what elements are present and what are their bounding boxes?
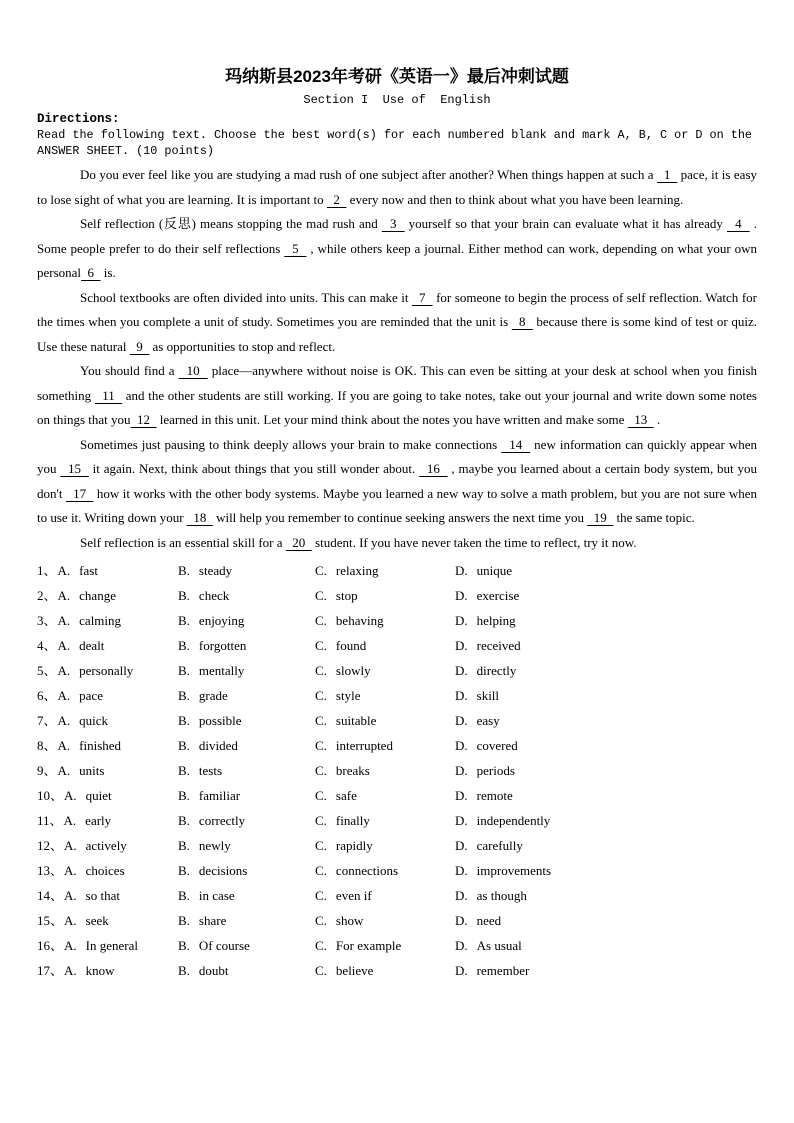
option-word: calming <box>79 613 122 628</box>
option-4-A <box>37 633 178 658</box>
blank-19: 19 <box>587 510 614 525</box>
option-12-A <box>37 833 178 858</box>
option-letter: D. <box>455 638 468 653</box>
option-15-C <box>315 908 455 933</box>
option-letter: D. <box>455 763 468 778</box>
option-letter: C. <box>315 913 327 928</box>
option-2-A <box>37 583 178 608</box>
option-6-C <box>315 683 455 708</box>
option-row-8 <box>37 733 757 758</box>
option-word: remember <box>476 963 530 978</box>
option-word: style <box>335 688 361 703</box>
option-letter: D. <box>455 588 468 603</box>
option-letter: D. <box>455 888 468 903</box>
option-word: mentally <box>198 663 245 678</box>
option-word: exercise <box>476 588 520 603</box>
option-row-6 <box>37 683 757 708</box>
option-letter: C. <box>315 813 327 828</box>
option-letter: D. <box>455 663 468 678</box>
blank-17: 17 <box>66 485 94 501</box>
option-6-A <box>37 683 178 708</box>
option-12-B <box>178 833 315 858</box>
option-letter: C. <box>315 613 327 628</box>
option-letter: D. <box>455 613 468 628</box>
option-word: For example <box>335 938 402 953</box>
option-row-10 <box>37 783 757 808</box>
option-word: In general <box>85 938 138 953</box>
option-word: easy <box>476 713 500 728</box>
option-letter: C. <box>315 863 327 878</box>
option-letter: B. <box>178 738 190 753</box>
option-number: 1、 <box>37 563 57 578</box>
option-letter: B. <box>178 963 190 978</box>
page-title: 玛纳斯县2023年考研《英语一》最后冲刺试题 <box>225 67 569 86</box>
option-word: improvements <box>476 863 552 878</box>
option-10-B <box>178 783 315 808</box>
option-letter: A. <box>57 563 71 578</box>
option-3-B <box>178 608 315 633</box>
option-16-A <box>37 933 178 958</box>
blank-3: 3 <box>381 216 405 231</box>
option-letter: A. <box>57 613 71 628</box>
blank-14: 14 <box>501 436 531 452</box>
option-11-A <box>37 808 178 833</box>
option-3-A <box>37 608 178 633</box>
option-13-C <box>315 858 455 883</box>
option-number: 7、 <box>37 713 57 728</box>
option-word: remote <box>476 788 513 803</box>
option-word: choices <box>85 863 125 878</box>
option-7-D <box>455 708 757 733</box>
blank-11: 11 <box>94 387 123 403</box>
option-number: 5、 <box>37 663 57 678</box>
option-word: believe <box>335 963 374 978</box>
option-letter: B. <box>178 663 190 678</box>
option-number: 10、 <box>37 788 64 803</box>
option-letter: C. <box>315 588 327 603</box>
option-1-C <box>315 558 455 583</box>
option-word: decisions <box>198 863 248 878</box>
option-number: 6、 <box>37 688 57 703</box>
option-14-C <box>315 883 455 908</box>
passage-paragraph: You should find a 10 place—anywhere without noise is OK. This can even be sitting at your desk at school when you finish something 11 and the other students are still working. If you are going to take notes, take out your journal and write down some notes on things that you 12 learned in this unit. Let your mind think about the notes you have written and make some 13 . <box>37 363 758 427</box>
option-word: divided <box>198 738 238 753</box>
option-number: 17、 <box>37 963 64 978</box>
option-letter: B. <box>178 713 190 728</box>
option-8-C <box>315 733 455 758</box>
option-row-14 <box>37 883 757 908</box>
option-17-D <box>455 958 757 983</box>
option-letter: A. <box>57 763 71 778</box>
option-letter: D. <box>455 738 468 753</box>
blank-4: 4 <box>726 216 750 231</box>
option-word: grade <box>198 688 228 703</box>
option-14-D <box>455 883 757 908</box>
option-letter: A. <box>63 813 77 828</box>
option-letter: A. <box>64 838 77 853</box>
option-14-A <box>37 883 178 908</box>
option-letter: B. <box>178 638 190 653</box>
option-letter: C. <box>315 888 327 903</box>
option-word: periods <box>476 763 515 778</box>
option-word: forgotten <box>198 638 247 653</box>
option-word: safe <box>335 788 357 803</box>
option-1-A <box>37 558 178 583</box>
option-10-C <box>315 783 455 808</box>
blank-6: 6 <box>81 265 101 280</box>
blank-15: 15 <box>60 461 89 476</box>
option-word: finished <box>79 738 122 753</box>
option-13-B <box>178 858 315 883</box>
option-letter: C. <box>315 938 327 953</box>
option-16-D <box>455 933 757 958</box>
option-letter: B. <box>178 863 190 878</box>
option-letter: A. <box>64 888 77 903</box>
option-word: actively <box>85 838 127 853</box>
option-7-A <box>37 708 178 733</box>
option-17-C <box>315 958 455 983</box>
option-row-4 <box>37 633 757 658</box>
passage-paragraph: Sometimes just pausing to think deeply allows your brain to make connections 14 new information can quickly appear when you 15 it again. Next, think about things that you still wonder about. 16 , maybe you learned about a certain body system, but you don't 17 how it works with the other body systems. Maybe you learned a new way to solve a math problem, but you are not sure when to use it. Writing down your 18 will help you remember to continue seeking answers the next time you 19 the same topic. <box>37 436 758 525</box>
directions-text: Read the following text. Choose the best word(s) for each numbered blank and mark A, B, C or D on the ANSWER SHEET. (10 points) <box>37 128 753 158</box>
option-number: 3、 <box>37 613 57 628</box>
option-word: as though <box>476 888 527 903</box>
option-word: doubt <box>198 963 229 978</box>
passage-paragraph: School textbooks are often divided into units. This can make it 7 for someone to begin the process of self reflection. Watch for the times when you complete a unit of study. Sometimes you are reminded that the unit is 8 because there is some kind of test or quiz. Use these natural 9 as opportunities to stop and reflect. <box>37 289 758 354</box>
option-letter: D. <box>455 963 468 978</box>
option-5-C <box>315 658 455 683</box>
option-9-A <box>37 758 178 783</box>
option-letter: D. <box>455 788 468 803</box>
option-letter: B. <box>178 788 190 803</box>
option-3-C <box>315 608 455 633</box>
blank-7: 7 <box>412 289 433 305</box>
option-number: 4、 <box>37 638 57 653</box>
option-letter: A. <box>57 688 71 703</box>
option-word: helping <box>476 613 516 628</box>
option-13-A <box>37 858 178 883</box>
option-6-D <box>455 683 757 708</box>
option-7-C <box>315 708 455 733</box>
option-13-D <box>455 858 757 883</box>
option-15-D <box>455 908 757 933</box>
option-4-D <box>455 633 757 658</box>
directions-label: Directions: <box>37 112 120 126</box>
blank-5: 5 <box>284 240 307 256</box>
option-4-C <box>315 633 455 658</box>
option-word: early <box>85 813 112 828</box>
option-row-16 <box>37 933 757 958</box>
option-word: seek <box>85 913 109 928</box>
option-word: units <box>79 763 105 778</box>
option-number: 9、 <box>37 763 57 778</box>
passage <box>37 163 757 555</box>
option-word: personally <box>79 663 134 678</box>
option-5-B <box>178 658 315 683</box>
option-word: even if <box>335 888 372 903</box>
option-10-D <box>455 783 757 808</box>
option-letter: C. <box>315 663 327 678</box>
option-row-12 <box>37 833 757 858</box>
option-letter: D. <box>455 938 468 953</box>
option-1-D <box>455 558 757 583</box>
option-letter: A. <box>57 588 71 603</box>
passage-paragraph: Self reflection is an essential skill for a 20 student. If you have never taken the time to reflect, try it now. <box>80 534 637 550</box>
option-6-B <box>178 683 315 708</box>
option-letter: C. <box>315 638 327 653</box>
option-letter: D. <box>455 713 468 728</box>
option-8-A <box>37 733 178 758</box>
option-word: unique <box>476 563 513 578</box>
option-word: need <box>476 913 502 928</box>
blank-12: 12 <box>130 412 157 427</box>
option-17-B <box>178 958 315 983</box>
blank-10: 10 <box>178 363 208 378</box>
option-word: connections <box>335 863 399 878</box>
option-row-9 <box>37 758 757 783</box>
option-word: share <box>198 913 227 928</box>
option-letter: D. <box>455 813 468 828</box>
option-number: 16、 <box>37 938 64 953</box>
option-16-B <box>178 933 315 958</box>
option-word: change <box>79 588 116 603</box>
option-letter: B. <box>178 613 190 628</box>
option-word: carefully <box>476 838 523 853</box>
option-word: suitable <box>335 713 377 728</box>
option-word: slowly <box>335 663 371 678</box>
option-word: steady <box>198 563 233 578</box>
passage-paragraph: Do you ever feel like you are studying a mad rush of one subject after another? When things happen at such a 1 pace, it is easy to lose sight of what you are learning. It is important to 2 every now and then to think about what you have been learning. <box>37 167 758 207</box>
option-9-B <box>178 758 315 783</box>
blank-2: 2 <box>326 191 347 207</box>
option-letter: D. <box>455 838 468 853</box>
option-letter: B. <box>178 938 190 953</box>
option-word: pace <box>79 688 103 703</box>
directions-block <box>37 111 757 159</box>
option-word: quick <box>79 713 109 728</box>
option-2-C <box>315 583 455 608</box>
option-letter: B. <box>178 563 190 578</box>
option-letter: A. <box>57 638 71 653</box>
option-letter: C. <box>315 963 327 978</box>
option-17-A <box>37 958 178 983</box>
option-letter: D. <box>455 563 468 578</box>
option-word: enjoying <box>198 613 245 628</box>
option-number: 2、 <box>37 588 57 603</box>
option-letter: A. <box>64 863 77 878</box>
option-word: rapidly <box>335 838 373 853</box>
option-5-A <box>37 658 178 683</box>
option-word: behaving <box>335 613 384 628</box>
option-12-D <box>455 833 757 858</box>
option-word: show <box>335 913 364 928</box>
option-7-B <box>178 708 315 733</box>
option-number: 14、 <box>37 888 64 903</box>
option-4-B <box>178 633 315 658</box>
option-9-C <box>315 758 455 783</box>
option-16-C <box>315 933 455 958</box>
option-row-3 <box>37 608 757 633</box>
option-2-B <box>178 583 315 608</box>
option-word: check <box>198 588 230 603</box>
option-word: fast <box>79 563 98 578</box>
option-letter: A. <box>57 738 71 753</box>
option-letter: A. <box>57 663 71 678</box>
options-list <box>37 558 757 983</box>
option-letter: C. <box>315 838 327 853</box>
option-row-7 <box>37 708 757 733</box>
option-letter: B. <box>178 813 190 828</box>
blank-16: 16 <box>419 461 448 476</box>
option-11-C <box>315 808 455 833</box>
option-word: found <box>335 638 367 653</box>
blank-8: 8 <box>511 314 533 329</box>
option-word: quiet <box>85 788 112 803</box>
option-word: familiar <box>198 788 241 803</box>
option-letter: C. <box>315 713 327 728</box>
option-number: 12、 <box>37 838 64 853</box>
option-word: independently <box>476 813 551 828</box>
option-letter: A. <box>57 713 71 728</box>
option-row-15 <box>37 908 757 933</box>
option-letter: A. <box>64 788 77 803</box>
option-letter: D. <box>455 688 468 703</box>
option-15-B <box>178 908 315 933</box>
option-word: received <box>476 638 521 653</box>
option-11-B <box>178 808 315 833</box>
option-word: tests <box>198 763 223 778</box>
option-row-1 <box>37 558 757 583</box>
option-word: finally <box>335 813 370 828</box>
option-1-B <box>178 558 315 583</box>
option-letter: C. <box>315 688 327 703</box>
option-number: 8、 <box>37 738 57 753</box>
option-10-A <box>37 783 178 808</box>
option-number: 13、 <box>37 863 64 878</box>
option-row-5 <box>37 658 757 683</box>
option-2-D <box>455 583 757 608</box>
option-word: correctly <box>198 813 246 828</box>
option-letter: B. <box>178 688 190 703</box>
option-letter: B. <box>178 763 190 778</box>
option-letter: D. <box>455 913 468 928</box>
blank-20: 20 <box>285 534 312 550</box>
option-letter: C. <box>315 563 327 578</box>
option-row-13 <box>37 858 757 883</box>
option-letter: A. <box>64 963 77 978</box>
option-number: 15、 <box>37 913 64 928</box>
blank-13: 13 <box>627 412 654 427</box>
option-8-D <box>455 733 757 758</box>
option-letter: B. <box>178 838 190 853</box>
option-word: in case <box>198 888 235 903</box>
option-number: 11、 <box>37 813 63 828</box>
option-letter: B. <box>178 888 190 903</box>
option-word: possible <box>198 713 242 728</box>
option-word: so that <box>85 888 120 903</box>
option-word: covered <box>476 738 518 753</box>
option-word: know <box>85 963 115 978</box>
option-word: relaxing <box>335 563 379 578</box>
option-letter: D. <box>455 863 468 878</box>
option-word: newly <box>198 838 231 853</box>
passage-paragraph: Self reflection (反思) means stopping the mad rush and 3 yourself so that your brain can evaluate what it has already 4 . Some people prefer to do their self reflections 5 , while others keep a journal. Either method can work, depending on what your own personal 6 is. <box>37 216 757 280</box>
option-5-D <box>455 658 757 683</box>
option-word: stop <box>335 588 358 603</box>
option-word: Of course <box>198 938 250 953</box>
option-letter: A. <box>64 938 77 953</box>
section-heading: Section I Use of English <box>303 93 491 107</box>
option-word: breaks <box>335 763 370 778</box>
blank-18: 18 <box>186 510 213 525</box>
option-word: dealt <box>79 638 105 653</box>
option-9-D <box>455 758 757 783</box>
option-letter: C. <box>315 738 327 753</box>
option-row-2 <box>37 583 757 608</box>
option-row-17 <box>37 958 757 983</box>
option-row-11 <box>37 808 757 833</box>
option-letter: C. <box>315 763 327 778</box>
option-word: interrupted <box>335 738 393 753</box>
option-12-C <box>315 833 455 858</box>
option-word: directly <box>476 663 517 678</box>
option-3-D <box>455 608 757 633</box>
option-letter: B. <box>178 913 190 928</box>
option-14-B <box>178 883 315 908</box>
blank-1: 1 <box>657 167 678 182</box>
option-11-D <box>455 808 757 833</box>
option-word: skill <box>476 688 500 703</box>
option-word: As usual <box>476 938 522 953</box>
option-8-B <box>178 733 315 758</box>
blank-9: 9 <box>129 338 150 354</box>
option-letter: C. <box>315 788 327 803</box>
option-letter: B. <box>178 588 190 603</box>
option-15-A <box>37 908 178 933</box>
option-letter: A. <box>64 913 77 928</box>
